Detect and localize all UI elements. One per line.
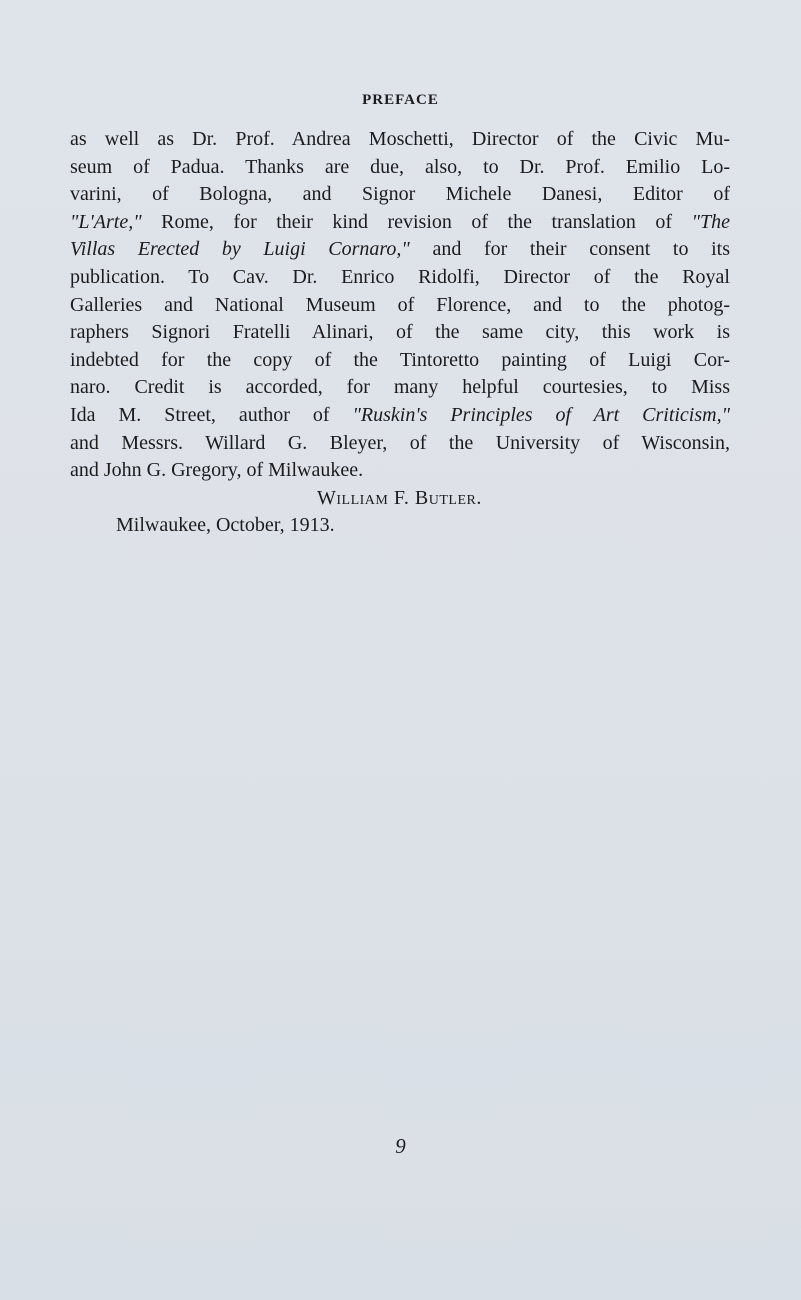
text-line: raphers Signori Fratelli Alinari, of the same city, this work is	[70, 321, 730, 344]
italic-title: Villas Erected by Luigi Cornaro,"	[70, 238, 410, 261]
italic-title: "L'Arte,"	[70, 210, 142, 233]
text-line	[70, 236, 730, 264]
text-line: varini, of Bologna, and Signor Michele Danesi, Editor of	[70, 183, 730, 206]
text-line: as well as Dr. Prof. Andrea Moschetti, Director of the Civic Mu-	[70, 128, 730, 150]
text-line: publication. To Cav. Dr. Enrico Ridolfi, Director of the Royal	[70, 265, 730, 288]
text-line: Galleries and National Museum of Florence, and to the photog-	[70, 293, 730, 316]
text-line: and Messrs. Willard G. Bleyer, of the University of Wisconsin,	[70, 431, 730, 454]
text-line: and John G. Gregory, of Milwaukee.	[70, 459, 364, 482]
text-line	[70, 209, 730, 237]
text-line: indebted for the copy of the Tintoretto painting of Luigi Cor-	[70, 348, 730, 371]
preface-paragraph	[70, 126, 730, 540]
italic-title: "The	[691, 210, 730, 233]
text-line: seum of Padua. Thanks are due, also, to Dr. Prof. Emilio Lo-	[70, 155, 730, 178]
author-signature: William F. Butler.	[317, 486, 482, 509]
text-line: naro. Credit is accorded, for many helpful courtesies, to Miss	[70, 376, 730, 399]
text-run: Rome, for their kind revision of the translation of	[141, 210, 692, 233]
text-run: and for their consent to its	[409, 238, 730, 261]
place-date: Milwaukee, October, 1913.	[116, 514, 335, 537]
text-run: Ida M. Street, author of	[70, 403, 353, 426]
running-header: PREFACE	[362, 92, 439, 108]
page-number: 9	[395, 1134, 406, 1158]
text-line	[70, 402, 730, 430]
italic-title: "Ruskin's Principles of Art Criticism,"	[352, 403, 730, 426]
